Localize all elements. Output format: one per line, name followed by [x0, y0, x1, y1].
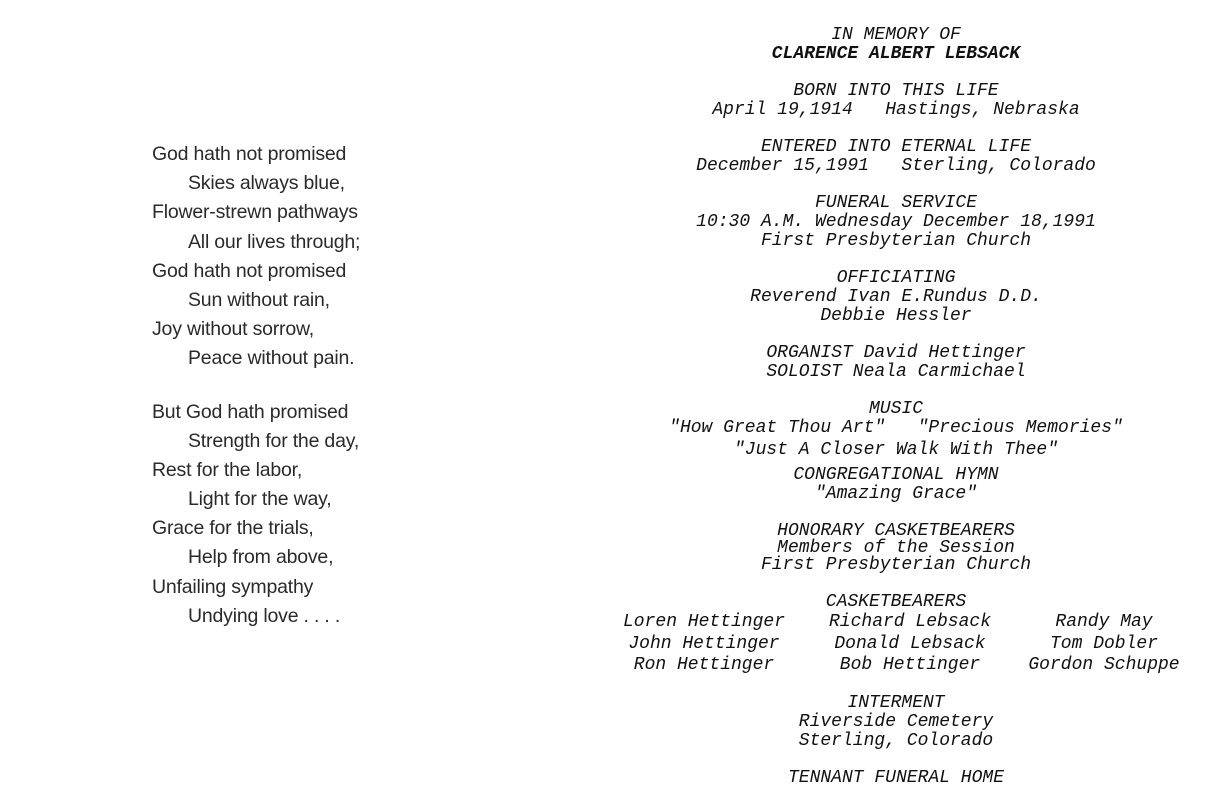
poem-line: Strength for the day, [188, 429, 360, 452]
died-heading: ENTERED INTO ETERNAL LIFE [760, 137, 1032, 157]
casketbearer: John Hettinger [628, 633, 780, 654]
interment-section [596, 694, 1196, 751]
hymn-section [596, 466, 1196, 504]
officiant: Debbie Hessler [820, 306, 972, 326]
hymn-title: "Amazing Grace" [814, 484, 978, 504]
poem-line: Light for the way, [188, 488, 332, 511]
poem-line: Sun without rain, [188, 288, 330, 311]
born-details: April 19,1914 Hastings, Nebraska [712, 100, 1080, 120]
casketbearer: Donald Lebsack [834, 633, 986, 654]
died-details: December 15,1991 Sterling, Colorado [696, 156, 1096, 176]
born-section [596, 82, 1196, 120]
interment-heading: INTERMENT [847, 692, 945, 713]
honorary-line: First Presbyterian Church [760, 555, 1032, 575]
poem-line: Peace without pain. [188, 347, 355, 370]
born-heading: BORN INTO THIS LIFE [793, 81, 999, 101]
organist: ORGANIST David Hettinger [766, 343, 1026, 363]
poem-line: Skies always blue, [188, 172, 345, 195]
poem [152, 140, 452, 631]
music-section [596, 400, 1196, 460]
music-heading: MUSIC [868, 399, 923, 419]
funeral-home-section [596, 769, 1196, 788]
casketbearer: Gordon Schuppe [1028, 655, 1180, 675]
music-selection: "Just A Closer Walk With Thee" [733, 440, 1059, 460]
poem-stanza-1 [152, 140, 452, 374]
poem-line: Grace for the trials, [152, 517, 314, 540]
casketbearers-heading: CASKETBEARERS [825, 592, 967, 612]
honorary-heading: HONORARY CASKETBEARERS [777, 521, 1015, 541]
poem-line: God hath not promised [152, 143, 347, 165]
poem-line: All our lives through; [188, 230, 361, 253]
casketbearer: Richard Lebsack [828, 612, 992, 632]
cemetery: Riverside Cemetery [798, 711, 994, 732]
service-time: 10:30 A.M. Wednesday December 18,1991 [696, 212, 1096, 232]
interment-place: Sterling, Colorado [798, 730, 994, 751]
poem-line: Joy without sorrow, [152, 318, 315, 341]
poem-line: Unfailing sympathy [152, 575, 314, 598]
hymn-heading: CONGREGATIONAL HYMN [793, 465, 999, 485]
casketbearer: Loren Hettinger [622, 612, 786, 632]
poem-line: Flower-strewn pathways [152, 201, 358, 224]
service-place: First Presbyterian Church [760, 231, 1032, 251]
poem-line: Help from above, [188, 546, 334, 569]
poem-line: Rest for the labor, [152, 458, 303, 481]
poem-line: Undying love . . . . [188, 604, 341, 627]
honorary-line: Members of the Session [777, 538, 1015, 558]
died-section [596, 138, 1196, 176]
service-heading: FUNERAL SERVICE [814, 193, 978, 213]
honorary-section [596, 522, 1196, 575]
poem-line: God hath not promised [152, 259, 347, 282]
service-program [596, 26, 1196, 788]
music-selections: "How Great Thou Art" "Precious Memories" [669, 418, 1123, 438]
casketbearer: Tom Dobler [1049, 633, 1159, 654]
casketbearer: Bob Hettinger [839, 655, 981, 675]
deceased-name: CLARENCE ALBERT LEBSACK [771, 44, 1021, 64]
memory-heading: IN MEMORY OF [831, 25, 961, 45]
casketbearers-section [596, 593, 1196, 677]
poem-stanza-2 [152, 398, 452, 632]
memory-section [596, 26, 1196, 64]
soloist: SOLOIST Neala Carmichael [766, 362, 1026, 382]
casketbearers-list [598, 612, 1196, 677]
service-section [596, 194, 1196, 251]
officiating-heading: OFFICIATING [836, 268, 956, 288]
casketbearer: Ron Hettinger [633, 655, 775, 675]
officiant: Reverend Ivan E.Rundus D.D. [750, 287, 1042, 307]
casketbearer: Randy May [1055, 612, 1153, 632]
funeral-home: TENNANT FUNERAL HOME [787, 767, 1005, 788]
poem-line: But God hath promised [152, 400, 349, 423]
musicians-section [596, 344, 1196, 382]
officiating-section [596, 269, 1196, 326]
